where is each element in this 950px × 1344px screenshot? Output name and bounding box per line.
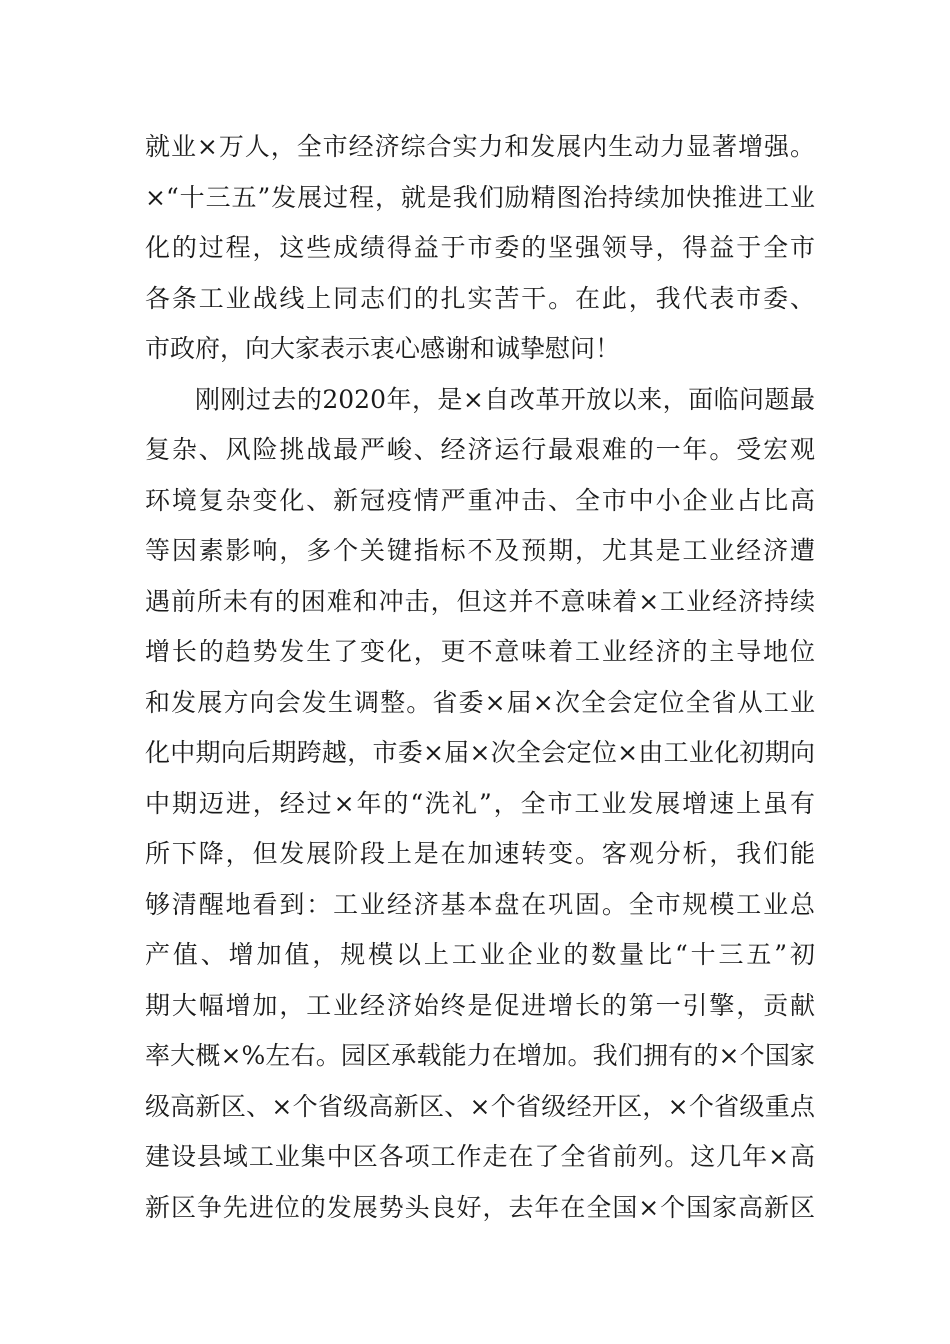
text-line: 各条工业战线上同志们的扎实苦干。在此，我代表市委、 <box>145 283 815 313</box>
text-line: 级高新区、×个省级高新区、×个省级经开区，×个省级重点 <box>145 1091 815 1121</box>
text-line: 化中期向后期跨越，市委×届×次全会定位×由工业化初期向 <box>145 738 815 767</box>
paragraph-1 <box>145 122 815 375</box>
text-line: 够清醒地看到：工业经济基本盘在巩固。全市规模工业总 <box>145 889 815 919</box>
text-line: 和发展方向会发生调整。省委×届×次全会定位全省从工业 <box>145 687 815 717</box>
text-line: ×“十三五”发展过程，就是我们励精图治持续加快推进工业 <box>145 182 815 212</box>
text-line: 就业×万人，全市经济综合实力和发展内生动力显著增强。 <box>145 132 815 161</box>
text-line: 复杂、风险挑战最严峻、经济运行最艰难的一年。受宏观 <box>145 435 815 464</box>
text-line: 刚刚过去的2020年，是×自改革开放以来，面临问题最 <box>195 384 815 414</box>
body-text <box>145 122 815 1233</box>
text-line: 环境复杂变化、新冠疫情严重冲击、全市中小企业占比高 <box>145 485 815 515</box>
text-line: 新区争先进位的发展势头良好，去年在全国×个国家高新区 <box>145 1192 815 1222</box>
text-line: 市政府，向大家表示衷心感谢和诚挚慰问！ <box>145 334 621 363</box>
text-line: 化的过程，这些成绩得益于市委的坚强领导，得益于全市 <box>145 233 815 262</box>
text-line: 等因素影响，多个关键指标不及预期，尤其是工业经济遭 <box>145 536 815 565</box>
text-line: 建设县域工业集中区各项工作走在了全省前列。这几年×高 <box>145 1142 815 1171</box>
text-line: 中期迈进，经过×年的“洗礼”，全市工业发展增速上虽有 <box>145 788 815 818</box>
paragraph-2 <box>145 375 815 1234</box>
text-line: 遇前所未有的困难和冲击，但这并不意味着×工业经济持续 <box>145 586 815 616</box>
text-line: 增长的趋势发生了变化，更不意味着工业经济的主导地位 <box>145 637 815 666</box>
text-line: 期大幅增加，工业经济始终是促进增长的第一引擎，贡献 <box>145 990 815 1020</box>
text-line: 产值、增加值，规模以上工业企业的数量比“十三五”初 <box>145 940 815 969</box>
text-line: 所下降，但发展阶段上是在加速转变。客观分析，我们能 <box>145 839 815 868</box>
text-line: 率大概×%左右。园区承载能力在增加。我们拥有的×个国家 <box>145 1041 815 1070</box>
